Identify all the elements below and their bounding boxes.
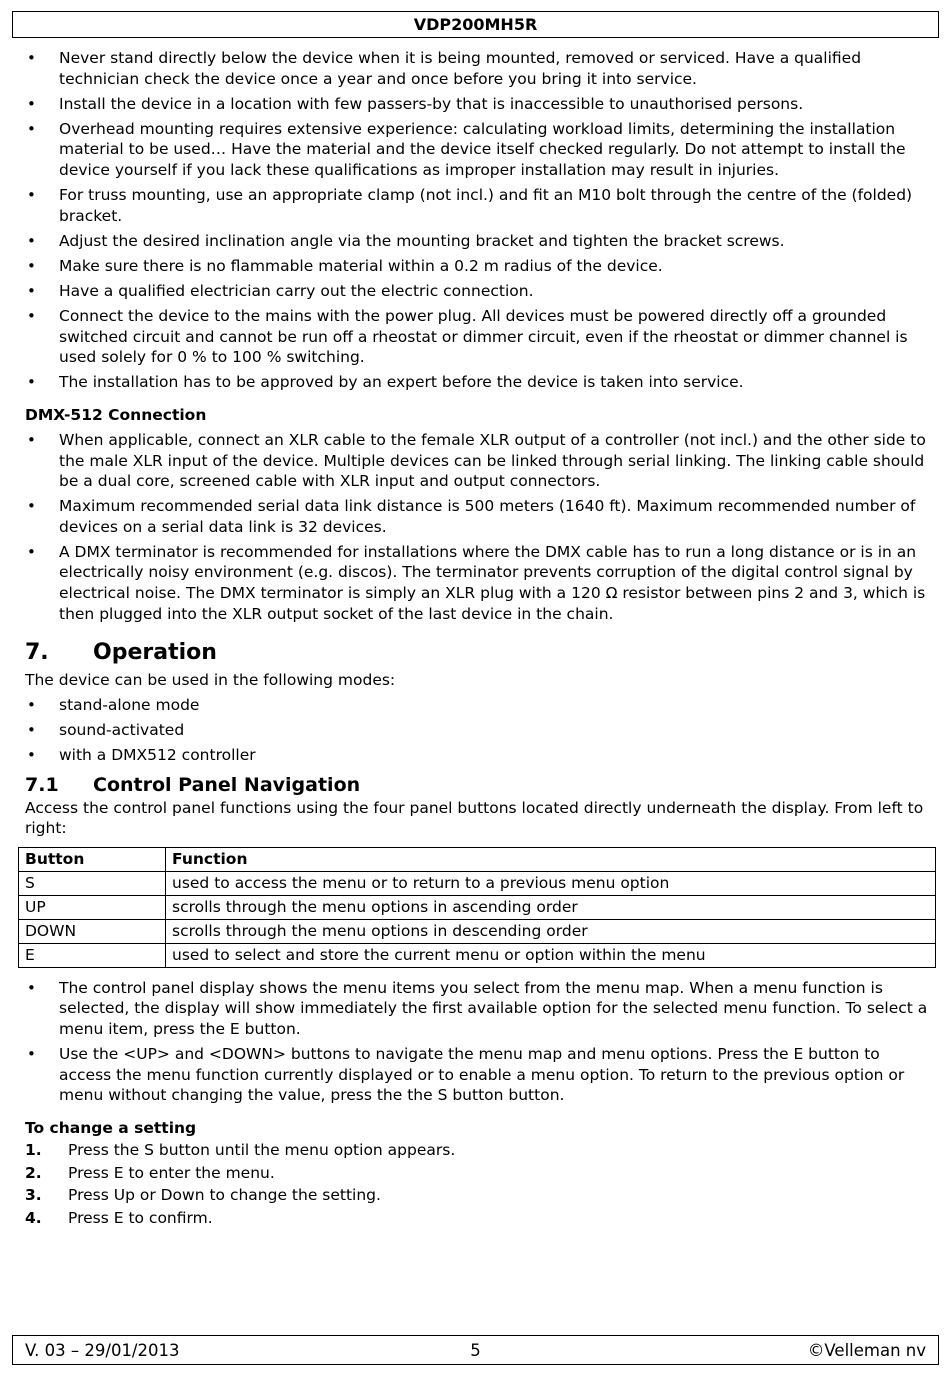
list-item: • Adjust the desired inclination angle via the mounting bracket and tighten the bracket screws. (25, 231, 930, 252)
table-cell: UP (19, 895, 166, 919)
navigation-intro: Access the control panel functions using the four panel buttons located directly underneath the display. From left to right: (25, 798, 924, 838)
installation-list (25, 48, 930, 393)
footer-page-number: 5 (470, 1341, 481, 1360)
list-item: • Install the device in a location with few passers-by that is inaccessible to unauthorised persons. (25, 94, 930, 115)
list-item: • Connect the device to the mains with the power plug. All devices must be powered directly off a grounded switched circuit and cannot be run off a rheostat or dimmer circuit, even if the rheostat or dimmer channel is used solely for 0 % to 100 % switching. (25, 306, 930, 368)
list-item: • sound-activated (25, 720, 930, 741)
subsection-title: Control Panel Navigation (93, 773, 361, 796)
change-setting-heading: To change a setting (25, 1118, 197, 1137)
step-text: Press Up or Down to change the setting. (68, 1186, 381, 1205)
list-item: • For truss mounting, use an appropriate clamp (not incl.) and fit an M10 bolt through the centre of the (folded) bracket. (25, 185, 930, 226)
list-item: • The installation has to be approved by an expert before the device is taken into service. (25, 372, 930, 393)
step-text: Press the S button until the menu option appears. (68, 1140, 456, 1159)
dmx-heading: DMX-512 Connection (25, 405, 207, 424)
page-footer (12, 1335, 939, 1365)
change-setting-steps (25, 1139, 930, 1230)
list-item: • Maximum recommended serial data link distance is 500 meters (1640 ft). Maximum recommended number of devices on a serial data link is 32 devices. (25, 496, 930, 537)
table-row (19, 943, 936, 967)
list-item: • The control panel display shows the menu items you select from the menu map. When a menu function is selected, the display will show immediately the first available option for the selected menu function. To select a menu item, press the E button. (25, 978, 930, 1040)
section-title: Operation (93, 640, 217, 666)
step-number: 2. (25, 1163, 42, 1182)
list-item: • When applicable, connect an XLR cable to the female XLR output of a controller (not incl.) and the other side to the male XLR input of the device. Multiple devices can be linked through serial linking. The linking cable should be a dual core, screened cable with XLR input and output connectors. (25, 430, 930, 492)
table-cell: used to access the menu or to return to a previous menu option (166, 871, 936, 895)
list-item: • Use the <UP> and <DOWN> buttons to navigate the menu map and menu options. Press the E button to access the menu function currently displayed or to enable a menu option. To return to the previous option or menu without changing the value, press the the S button button. (25, 1044, 930, 1106)
step-number: 4. (25, 1208, 42, 1227)
list-item: • with a DMX512 controller (25, 745, 930, 766)
table-cell: S (19, 871, 166, 895)
footer-copyright: ©Velleman nv (807, 1341, 926, 1360)
subsection-heading-navigation (25, 772, 930, 798)
list-item (25, 1139, 930, 1162)
navigation-list (25, 978, 930, 1106)
page-header (12, 11, 939, 38)
list-item: • Never stand directly below the device when it is being mounted, removed or serviced. Have a qualified technician check the device once a year and once before you bring it into service. (25, 48, 930, 89)
page-content (25, 48, 930, 1230)
step-number: 1. (25, 1140, 42, 1159)
list-item: • Make sure there is no flammable material within a 0.2 m radius of the device. (25, 256, 930, 277)
column-header: Button (19, 847, 166, 871)
section-number: 7. (25, 640, 49, 666)
subsection-number: 7.1 (25, 773, 59, 796)
table-cell: scrolls through the menu options in ascending order (166, 895, 936, 919)
table-row (19, 871, 936, 895)
table-cell: scrolls through the menu options in descending order (166, 919, 936, 943)
list-item (25, 1184, 930, 1207)
footer-version: V. 03 – 29/01/2013 (25, 1341, 180, 1360)
table-row (19, 919, 936, 943)
list-item: • Overhead mounting requires extensive experience: calculating workload limits, determining the installation material to be used… Have the material and the device itself checked regularly. Do not attempt to install the device yourself if you lack these qualifications as improper installation may result in injuries. (25, 119, 930, 181)
button-function-table (18, 847, 936, 968)
modes-list (25, 695, 930, 766)
step-number: 3. (25, 1186, 42, 1205)
table-cell: E (19, 943, 166, 967)
operation-intro: The device can be used in the following modes: (25, 671, 396, 690)
dmx-list (25, 430, 930, 624)
table-cell: DOWN (19, 919, 166, 943)
step-text: Press E to confirm. (68, 1208, 213, 1227)
list-item: • stand-alone mode (25, 695, 930, 716)
table-row (19, 895, 936, 919)
column-header: Function (166, 847, 936, 871)
list-item (25, 1162, 930, 1185)
list-item (25, 1207, 930, 1230)
document-title: VDP200MH5R (413, 15, 538, 34)
list-item: • A DMX terminator is recommended for installations where the DMX cable has to run a long distance or is in an electrically noisy environment (e.g. discos). The terminator prevents corruption of the digital control signal by electrical noise. The DMX terminator is simply an XLR plug with a 120 Ω resistor between pins 2 and 3, which is then plugged into the XLR output socket of the last device in the chain. (25, 542, 930, 624)
list-item: • Have a qualified electrician carry out the electric connection. (25, 281, 930, 302)
step-text: Press E to enter the menu. (68, 1163, 275, 1182)
table-header-row (19, 847, 936, 871)
table-cell: used to select and store the current menu or option within the menu (166, 943, 936, 967)
section-heading-operation (25, 638, 930, 668)
